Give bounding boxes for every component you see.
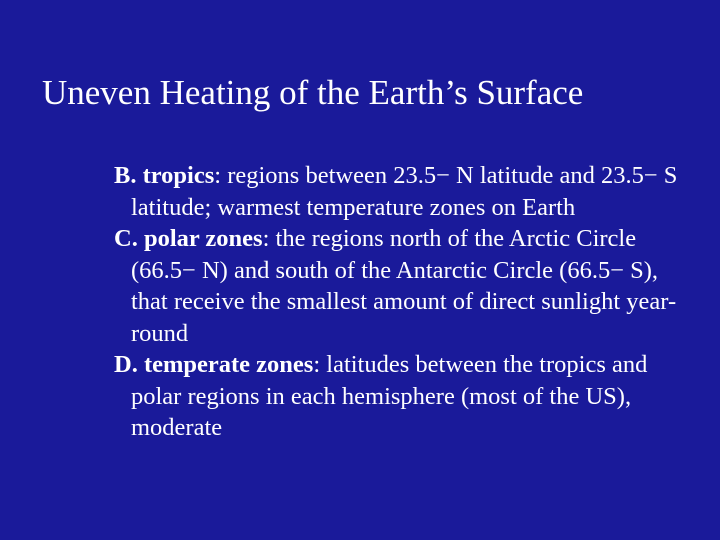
term-separator: :	[262, 225, 276, 252]
list-item-temperate-zones	[114, 349, 694, 444]
definition-temperate-zones: latitudes between the tropics and polar regions in each hemisphere (most of the US), moderate	[131, 351, 648, 441]
definition-tropics: regions between 23.5− N latitude and 23.5− S latitude; warmest temperature zones on Earth	[131, 162, 678, 221]
list-item-polar-zones	[114, 223, 694, 349]
definition-polar-zones: the regions north of the Arctic Circle (66.5− N) and south of the Antarctic Circle (66.5− S), that receive the smallest amount of direct sunlight year-round	[131, 225, 677, 347]
term-tropics: B. tropics	[114, 162, 215, 189]
term-temperate-zones: D. temperate zones	[114, 351, 314, 378]
term-separator: :	[214, 162, 228, 189]
bullet-list	[114, 160, 694, 444]
term-polar-zones: C. polar zones	[114, 225, 263, 252]
term-separator: :	[313, 351, 327, 378]
list-item-tropics	[114, 160, 694, 223]
slide-title: Uneven Heating of the Earth’s Surface	[42, 73, 584, 112]
